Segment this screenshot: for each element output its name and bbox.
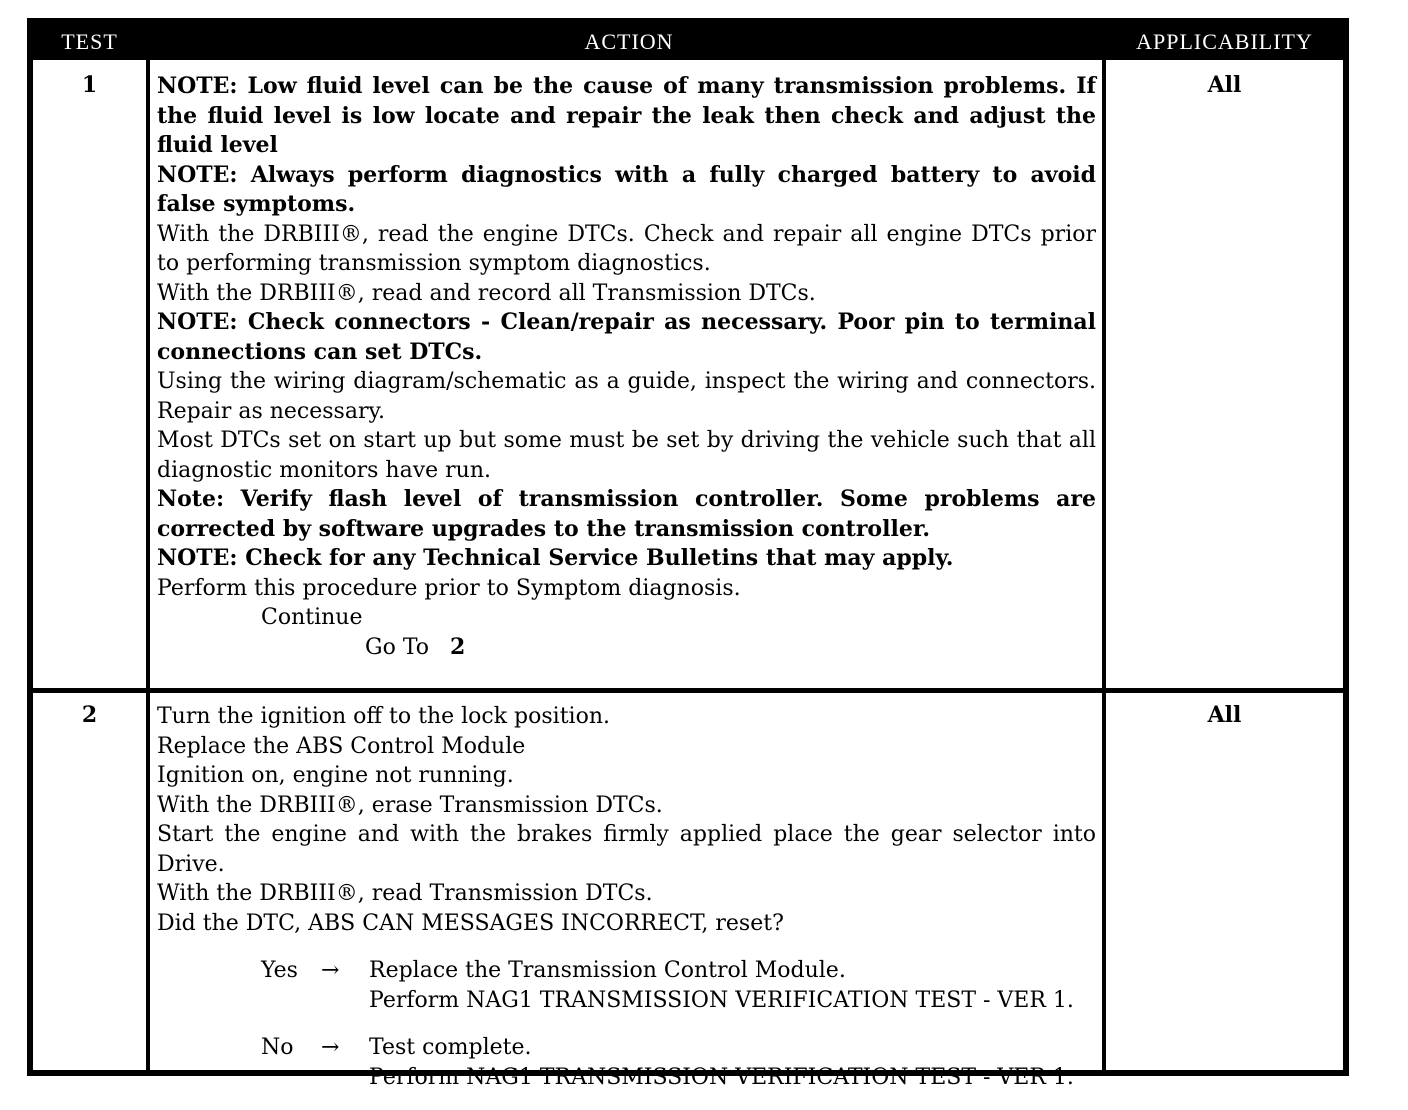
applicability-value: All xyxy=(1207,702,1242,728)
action-line: NOTE: Low fluid level can be the cause of many transmission problems. If the fluid level is low locate and repair the leak then check and adjust the fluid level xyxy=(157,73,1096,158)
goto-instruction xyxy=(157,633,1096,663)
diagnostic-table xyxy=(27,18,1349,1090)
arrow-right-icon: → xyxy=(321,958,340,983)
action-cell xyxy=(150,702,1102,1092)
no-branch xyxy=(157,1033,1096,1092)
yes-result-line: Perform NAG1 TRANSMISSION VERIFICATION TEST - VER 1. xyxy=(369,987,1074,1013)
applicability-value: All xyxy=(1207,72,1242,98)
yes-label: Yes xyxy=(261,958,298,983)
yes-result xyxy=(369,956,1096,1015)
row-divider xyxy=(33,688,1343,693)
action-line: Did the DTC, ABS CAN MESSAGES INCORRECT, reset? xyxy=(157,910,784,936)
arrow-right-icon: → xyxy=(321,1035,340,1060)
action-line: Ignition on, engine not running. xyxy=(157,763,514,788)
header-action: ACTION xyxy=(584,29,674,54)
action-line: NOTE: Check for any Technical Service Bulletins that may apply. xyxy=(157,545,954,571)
yes-result-line: Replace the Transmission Control Module. xyxy=(369,958,846,983)
no-result-line: Perform NAG1 TRANSMISSION VERIFICATION TEST - VER 1. xyxy=(369,1064,1074,1090)
test-number: 2 xyxy=(81,702,98,728)
action-line: Using the wiring diagram/schematic as a guide, inspect the wiring and connectors. Repair as necessary. xyxy=(157,369,1096,424)
action-line: With the DRBIII®, read the engine DTCs. Check and repair all engine DTCs prior to performing transmission symptom diagnostics. xyxy=(157,221,1096,276)
action-line: Note: Verify flash level of transmission controller. Some problems are corrected by software upgrades to the transmission controller. xyxy=(157,486,1096,542)
test-number: 1 xyxy=(81,72,98,98)
no-result-line: Test complete. xyxy=(369,1035,532,1060)
action-line: Turn the ignition off to the lock position. xyxy=(157,704,610,729)
action-line: With the DRBIII®, read and record all Transmission DTCs. xyxy=(157,280,816,306)
column-divider xyxy=(1102,60,1106,1070)
table-header xyxy=(33,24,1343,60)
no-result xyxy=(369,1033,1096,1092)
action-line: Start the engine and with the brakes firmly applied place the gear selector into Drive. xyxy=(157,822,1096,877)
action-line: With the DRBIII®, read Transmission DTCs. xyxy=(157,881,653,906)
action-line: Most DTCs set on start up but some must be set by driving the vehicle such that all diagnostic monitors have run. xyxy=(157,428,1096,483)
header-test: TEST xyxy=(61,29,118,54)
action-line: With the DRBIII®, erase Transmission DTCs. xyxy=(157,792,663,818)
header-applicability: APPLICABILITY xyxy=(1136,29,1313,54)
action-line: Replace the ABS Control Module xyxy=(157,733,526,759)
goto-label: Go To xyxy=(365,634,430,660)
action-line: NOTE: Always perform diagnostics with a fully charged battery to avoid false symptoms. xyxy=(157,161,1096,217)
no-label: No xyxy=(261,1035,294,1060)
action-line: NOTE: Check connectors - Clean/repair as necessary. Poor pin to terminal connections can set DTCs. xyxy=(157,309,1096,365)
action-line: Perform this procedure prior to Symptom diagnosis. xyxy=(157,575,741,601)
continue-label: Continue xyxy=(261,605,363,630)
yes-branch xyxy=(157,956,1096,1015)
goto-target: 2 xyxy=(450,633,466,660)
action-cell xyxy=(150,72,1102,662)
